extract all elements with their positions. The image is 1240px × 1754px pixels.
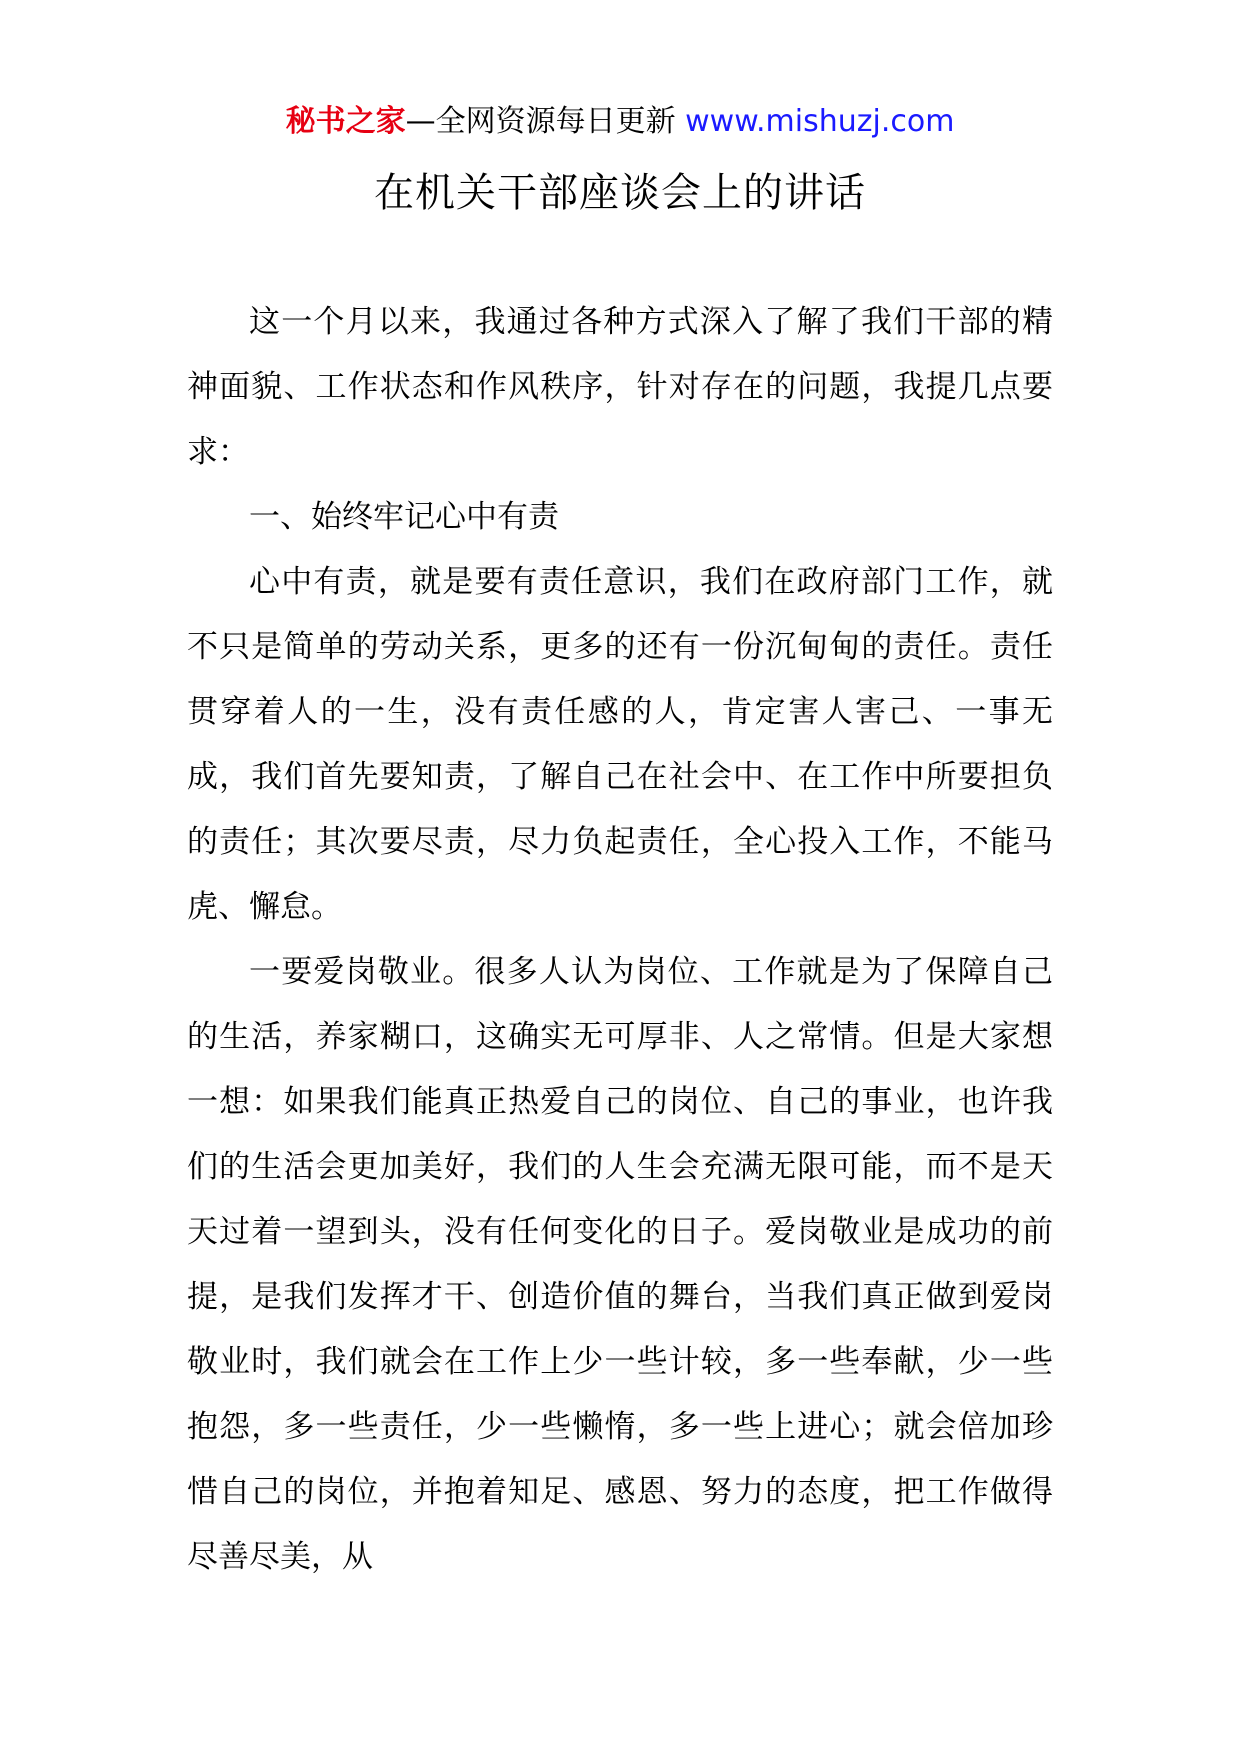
site-url-link[interactable]: www.mishuzj.com — [685, 104, 955, 139]
section-heading-1: 一、始终牢记心中有责 — [249, 499, 559, 535]
paragraph-responsibility: 心中有责，就是要有责任意识，我们在政府部门工作，就不只是简单的劳动关系，更多的还有一份沉甸甸的责任。责任贯穿着人的一生，没有责任感的人，肯定害人害己、一事无成，我们首先要知责，了解自己在社会中、在工作中所要担负的责任；其次要尽责，尽力负起责任，全心投入工作，不能马虎、懈怠。 — [187, 564, 1053, 925]
brand-name: 秘书之家 — [285, 104, 406, 139]
paragraph-intro: 这一个月以来，我通过各种方式深入了解了我们干部的精神面貌、工作状态和作风秩序，针对存在的问题，我提几点要求： — [187, 304, 1053, 470]
site-tagline: —全网资源每日更新 — [405, 104, 686, 139]
site-header — [0, 100, 1240, 144]
document-title: 在机关干部座谈会上的讲话 — [374, 170, 866, 216]
paragraph-love-job: 一要爱岗敬业。很多人认为岗位、工作就是为了保障自己的生活，养家糊口，这确实无可厚非、人之常情。但是大家想一想：如果我们能真正热爱自己的岗位、自己的事业，也许我们的生活会更加美好，我们的人生会充满无限可能，而不是天天过着一望到头，没有任何变化的日子。爱岗敬业是成功的前提，是我们发挥才干、创造价值的舞台，当我们真正做到爱岗敬业时，我们就会在工作上少一些计较，多一些奉献，少一些抱怨，多一些责任，少一些懒惰，多一些上进心；就会倍加珍惜自己的岗位，并抱着知足、感恩、努力的态度，把工作做得尽善尽美，从 — [187, 954, 1053, 1575]
document-body — [187, 290, 1053, 1590]
